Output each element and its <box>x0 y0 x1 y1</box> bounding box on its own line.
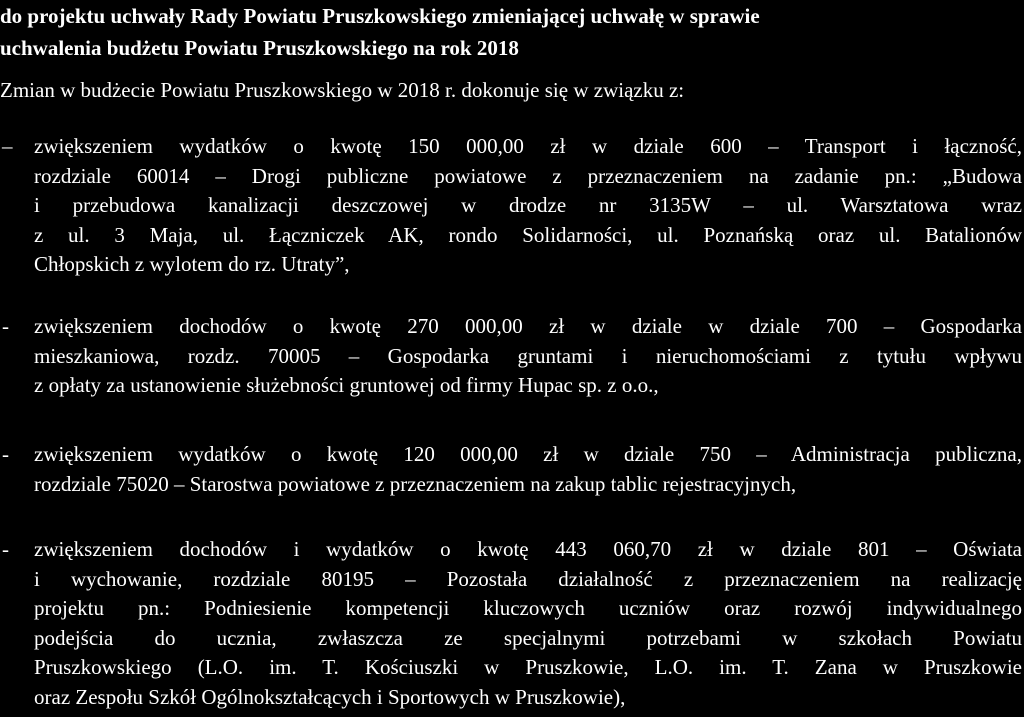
text-line: zwiększeniem dochodów i wydatków o kwotę 443 060,70 zł w dziale 801 – Oświata <box>34 537 1022 561</box>
list-bullet: - <box>2 537 9 561</box>
list-bullet: - <box>2 314 9 338</box>
text-line: rozdziale 60014 – Drogi publiczne powiatowe z przeznaczeniem na zadanie pn.: „Budowa <box>34 163 1022 188</box>
text-line: Chłopskich z wylotem do rz. Utraty”, <box>34 252 350 276</box>
text-line: projektu pn.: Podniesienie kompetencji kluczowych uczniów oraz rozwój indywidualnego <box>34 596 1022 620</box>
text-line: oraz Zespołu Szkół Ogólnokształcących i Sportowych w Pruszkowie), <box>34 684 626 709</box>
list-bullet: – <box>2 134 13 158</box>
document-heading <box>0 0 1024 64</box>
list-item-text <box>34 312 1022 401</box>
heading-line-1: do projektu uchwały Rady Powiatu Pruszkowskiego zmieniającej uchwałę w sprawie <box>0 4 760 28</box>
text-line: i przebudowa kanalizacji deszczowej w drodze nr 3135W – ul. Warsztatowa wraz <box>34 193 1022 217</box>
text-line: mieszkaniowa, rozdz. 70005 – Gospodarka gruntami i nieruchomościami z tytułu wpływu <box>34 343 1022 368</box>
list-bullet: - <box>2 442 9 466</box>
text-line: rozdziale 75020 – Starostwa powiatowe z przeznaczeniem na zakup tablic rejestracyjnych, <box>34 471 797 496</box>
text-line: Pruszkowskiego (L.O. im. T. Kościuszki w Pruszkowie, L.O. im. T. Zana w Pruszkowie <box>34 655 1022 679</box>
intro-paragraph: Zmian w budżecie Powiatu Pruszkowskiego w 2018 r. dokonuje się w związku z: <box>0 78 685 102</box>
list-item-text <box>34 132 1022 280</box>
text-line: zwiększeniem wydatków o kwotę 150 000,00 zł w dziale 600 – Transport i łączność, <box>34 134 1022 158</box>
text-line: z opłaty za ustanowienie służebności gruntowej od firmy Hupac sp. z o.o., <box>34 373 659 397</box>
text-line: podejścia do ucznia, zwłaszcza ze specjalnymi potrzebami w szkołach Powiatu <box>34 625 1022 650</box>
text-line: i wychowanie, rozdziale 80195 – Pozostała działalność z przeznaczeniem na realizację <box>34 566 1022 591</box>
text-line: zwiększeniem wydatków o kwotę 120 000,00 zł w dziale 750 – Administracja publiczna, <box>34 442 1022 466</box>
text-line: z ul. 3 Maja, ul. Łączniczek AK, rondo Solidarności, ul. Poznańską oraz ul. Batalionów <box>34 222 1022 247</box>
text-line: zwiększeniem dochodów o kwotę 270 000,00 zł w dziale w dziale 700 – Gospodarka <box>34 314 1022 338</box>
heading-line-2: uchwalenia budżetu Powiatu Pruszkowskiego na rok 2018 <box>0 36 519 60</box>
list-item-text <box>34 535 1022 712</box>
list-item-text <box>34 440 1022 499</box>
